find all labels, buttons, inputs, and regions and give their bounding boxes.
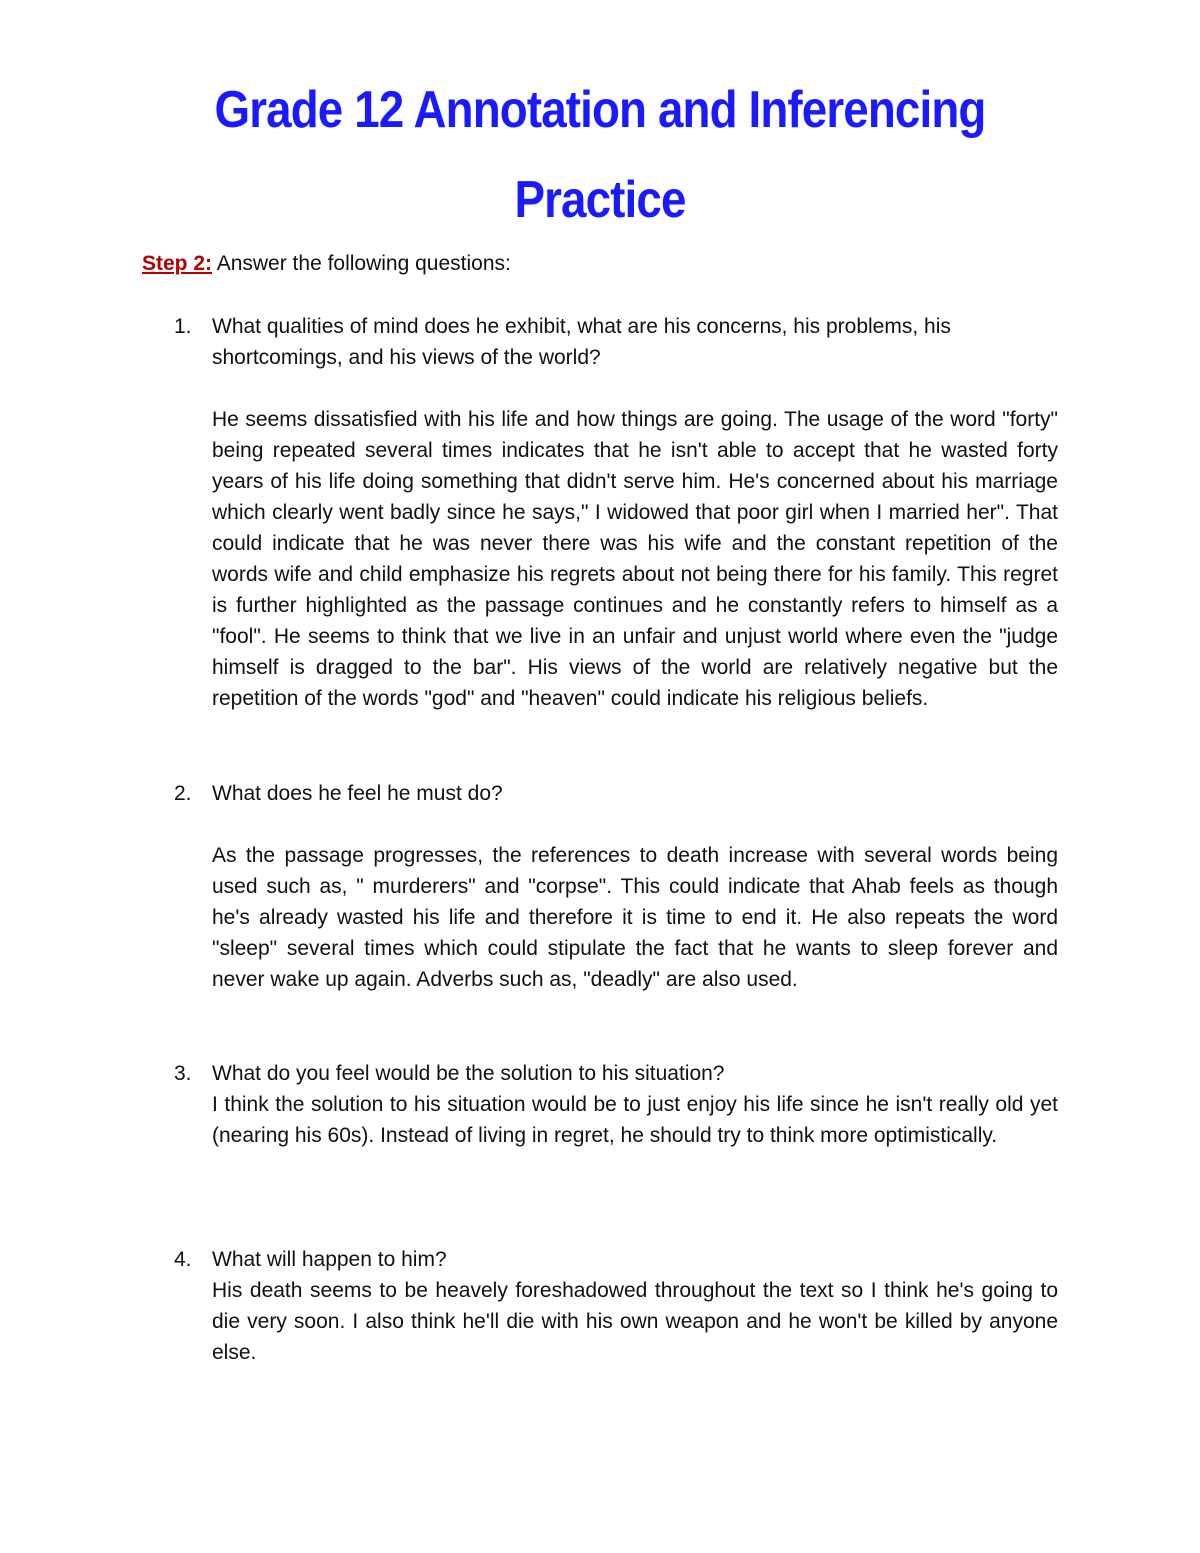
answer-text: I think the solution to his situation would be to just enjoy his life since he isn't really old yet (nearing his 60s). Instead of living in regret, he should try to think more optimistically. [212, 1093, 1058, 1147]
question-text: What does he feel he must do? [212, 782, 503, 805]
question-text: What do you feel would be the solution to his situation? [212, 1062, 725, 1085]
spacer [212, 373, 1058, 404]
question-number: 4. [174, 1248, 192, 1271]
step-instruction [142, 252, 511, 276]
step-label: Step 2: [142, 252, 213, 275]
answer-text: His death seems to be heavely foreshadowed throughout the text so I think he's going to die very soon. I also think he'll die with his own weapon and he won't be killed by anyone else. [212, 1279, 1058, 1364]
question-text: What qualities of mind does he exhibit, what are his concerns, his problems, his shortcomings, and his views of the world? [212, 315, 951, 369]
document-title-line-2: Practice [514, 171, 686, 229]
question-item-1 [174, 311, 1058, 714]
question-number: 2. [174, 782, 192, 805]
answer-text: As the passage progresses, the references to death increase with several words being used such as, " murderers" and "corpse". This could indicate that Ahab feels as though he's already wasted his life and therefore it is time to end it. He also repeats the word "sleep" several times which could stipulate the fact that he wants to sleep forever and never wake up again. Adverbs such as, "deadly" are also used. [212, 844, 1058, 991]
step-text: Answer the following questions: [212, 252, 511, 275]
question-number: 1. [174, 315, 192, 338]
spacer [212, 809, 1058, 840]
question-number: 3. [174, 1062, 192, 1085]
answer-text: He seems dissatisfied with his life and how things are going. The usage of the word "forty" being repeated several times indicates that he isn't able to accept that he wasted forty years of his life doing something that didn't serve him. He's concerned about his marriage which clearly went badly since he says," I widowed that poor girl when I married her". That could indicate that he was never there was his wife and the constant repetition of the words wife and child emphasize his regrets about not being there for his family. This regret is further highlighted as the passage continues and he constantly refers to himself as a "fool". He seems to think that we live in an unfair and unjust world where even the "judge himself is dragged to the bar". His views of the world are relatively negative but the repetition of the words "god" and "heaven" could indicate his religious beliefs. [212, 408, 1058, 710]
question-item-2 [174, 778, 1058, 995]
question-item-3 [174, 1058, 1058, 1151]
question-text: What will happen to him? [212, 1248, 447, 1271]
document-title-line-1: Grade 12 Annotation and Inferencing [214, 81, 986, 139]
question-item-4 [174, 1244, 1058, 1368]
